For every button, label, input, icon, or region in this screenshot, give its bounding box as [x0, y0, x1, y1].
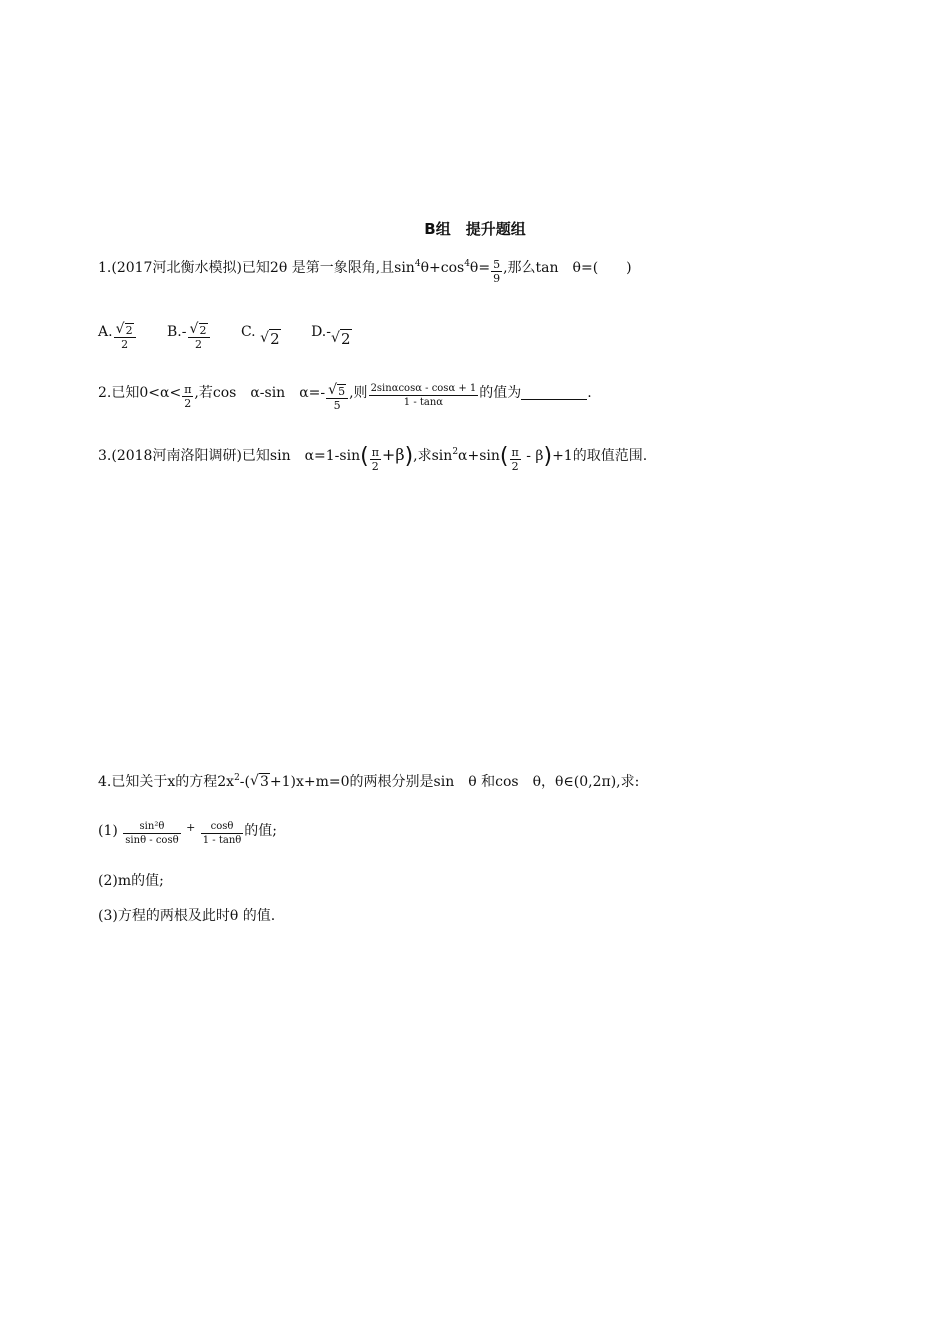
section-title: B组 提升题组 [424, 220, 526, 238]
option-a[interactable]: A. √ $\frac{2}{2}$ [98, 322, 137, 351]
question-2: 2.已知0<α< $\frac{\pi}{2}$ ,若cos α-sin α=- √ $\frac{5}{5}$ ,则 $\frac{2\sin\alpha\cos\alpha - \cos\alpha + 1}{1 - \tan\alpha}$ 的值为 . [98, 382, 592, 412]
answer-blank[interactable] [521, 385, 587, 400]
fraction-5-9: $\frac{5}{9}$ [493, 258, 501, 285]
question-1-options [98, 322, 378, 351]
question-4-part-1: (1) $\frac{\text{sin²θ}}{\sin\theta - \cos\theta}$ + $\frac{\cos\theta}{1 - \tan\theta}$ 的值; [98, 821, 277, 846]
option-d[interactable]: D.-√ 2 [311, 322, 351, 349]
question-1: 1.(2017河北衡水模拟)已知2θ 是第一象限角,且$\sin^4\theta+\cos^4\theta=$ $\frac{5}{9}$ ,那么tan θ=( ) [98, 258, 632, 285]
question-4-part-2: (2)m的值; [98, 873, 164, 889]
question-3: 3.(2018河南洛阳调研)已知sin α=1-sin( $\frac{\pi}{2}$ +β),求$\sin^2\alpha+\sin$( $\frac{\pi}{2}$ - β)+1的取值范围. [98, 444, 648, 473]
question-4-part-3: (3)方程的两根及此时θ 的值. [98, 908, 276, 924]
option-c[interactable]: C. √ 2 [241, 322, 281, 349]
question-4: 4.已知关于x的方程$2x^2-(√$ 3+1)x+m=0的两根分别是sin θ 和cos θ，θ∈(0,2π),求: [98, 772, 639, 792]
option-b[interactable]: B.- √ $\frac{2}{2}$ [167, 322, 210, 351]
